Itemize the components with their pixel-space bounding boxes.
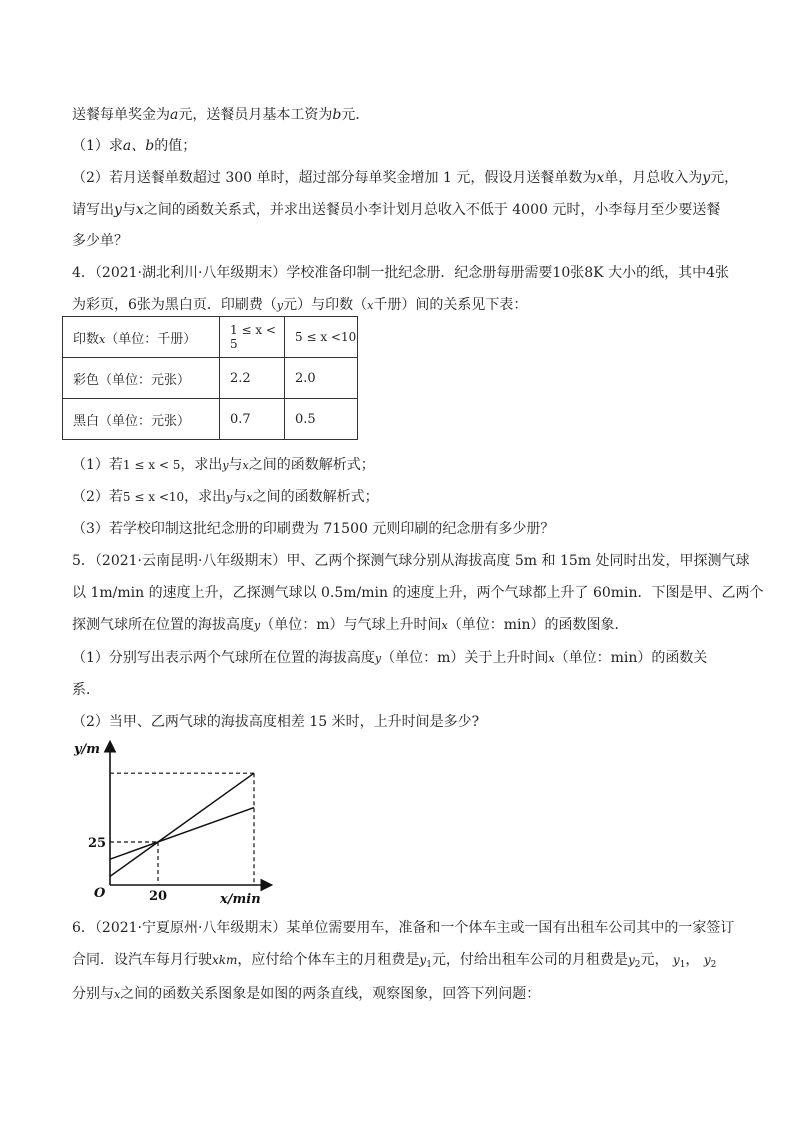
series-line-yi	[110, 808, 254, 860]
series-line-jia	[110, 773, 254, 876]
table-cell-value: 0.5	[285, 399, 358, 440]
table-cell-label: 彩色（单位：元张）	[63, 358, 220, 399]
q5-subquestion-1-line2: 系．	[72, 682, 100, 698]
q3-subquestion-2-line3: 多少单？	[72, 233, 128, 249]
table-cell-value: 0.7	[220, 399, 285, 440]
table-header-quantity: 印数x（单位：千册）	[63, 317, 220, 358]
q5-subquestion-2: （2）当甲、乙两气球的海拔高度相差 15 米时，上升时间是多少?	[72, 714, 480, 730]
q6-stem-line2: 合同．设汽车每月行驶xkm，应付给个体车主的月租费是$y_1$元，付给出租车公司的月租费是$y_2$元， $y_1$， $y_2$	[72, 952, 717, 970]
q3-subquestion-2-line1: （2）若月送餐单数超过 300 单时，超过部分每单奖金增加 1 元，假设月送餐单数为x单，月总收入为y元，	[72, 170, 739, 186]
q5-stem-line3: 探测气球所在位置的海拔高度y（单位：m）与气球上升时间x（单位：min）的函数图象．	[72, 617, 629, 633]
x-tick-label-20: 20	[149, 889, 168, 904]
q4-stem-line1: 4．（2021·湖北利川·八年级期末）学校准备印制一批纪念册．纪念册每册需要10张8K 大小的纸，其中4张	[72, 265, 729, 281]
origin-label: O	[94, 886, 106, 901]
q6-stem-line3: 分别与x之间的函数关系图象是如图的两条直线，观察图象，回答下列问题：	[72, 986, 541, 1002]
q5-subquestion-1-line1: （1）分别写出表示两个气球所在位置的海拔高度y（单位：m）关于上升时间x（单位：min）的函数关	[72, 650, 708, 666]
y-tick-label-25: 25	[88, 836, 107, 851]
table-header-row	[63, 317, 358, 358]
table-cell-label: 黑白（单位：元张）	[63, 399, 220, 440]
q5-stem-line2: 以 1m/min 的速度上升，乙探测气球以 0.5m/min 的速度上升，两个气球都上升了 60min．下图是甲、乙两个	[72, 585, 764, 601]
q3-intro-line: 送餐每单奖金为a元，送餐员月基本工资为b元．	[72, 107, 370, 123]
table-header-range-2: 5 ≤ x <10	[285, 317, 358, 358]
x-axis-label: x/min	[220, 892, 261, 905]
q4-subquestion-1: （1）若1 ≤ x < 5，求出y与x之间的函数解析式；	[72, 457, 375, 473]
q3-subquestion-1: （1）求a、b的值；	[72, 138, 197, 154]
q3-subquestion-2-line2: 请写出y与x之间的函数关系式，并求出送餐员小李计划月总收入不低于 4000 元时，小李每月至少要送餐	[72, 202, 721, 218]
table-header-range-1: 1 ≤ x < 5	[220, 317, 285, 358]
q6-stem-line1: 6．（2021·宁夏原州·八年级期末）某单位需要用车，准备和一个体车主或一国有出租车公司其中的一家签订	[72, 920, 735, 936]
table-cell-value: 2.2	[220, 358, 285, 399]
q5-stem-line1: 5．（2021·云南昆明·八年级期末）甲、乙两个探测气球分别从海拔高度 5m 和 15m 处同时出发，甲探测气球	[72, 553, 750, 569]
table-row	[63, 358, 358, 399]
table-row	[63, 399, 358, 440]
q4-subquestion-3: （3）若学校印制这批纪念册的印刷费为 71500 元则印刷的纪念册有多少册？	[72, 521, 555, 537]
table-cell-value: 2.0	[285, 358, 358, 399]
y-axis-label: y/m	[74, 742, 101, 757]
print-cost-table	[62, 316, 358, 440]
q4-subquestion-2: （2）若5 ≤ x <10，求出y与x之间的函数解析式；	[72, 489, 379, 505]
balloon-height-graph	[70, 735, 290, 905]
q4-stem-line2: 为彩页，6张为黑白页．印刷费（y元）与印数（x千册）间的关系见下表：	[72, 297, 528, 313]
